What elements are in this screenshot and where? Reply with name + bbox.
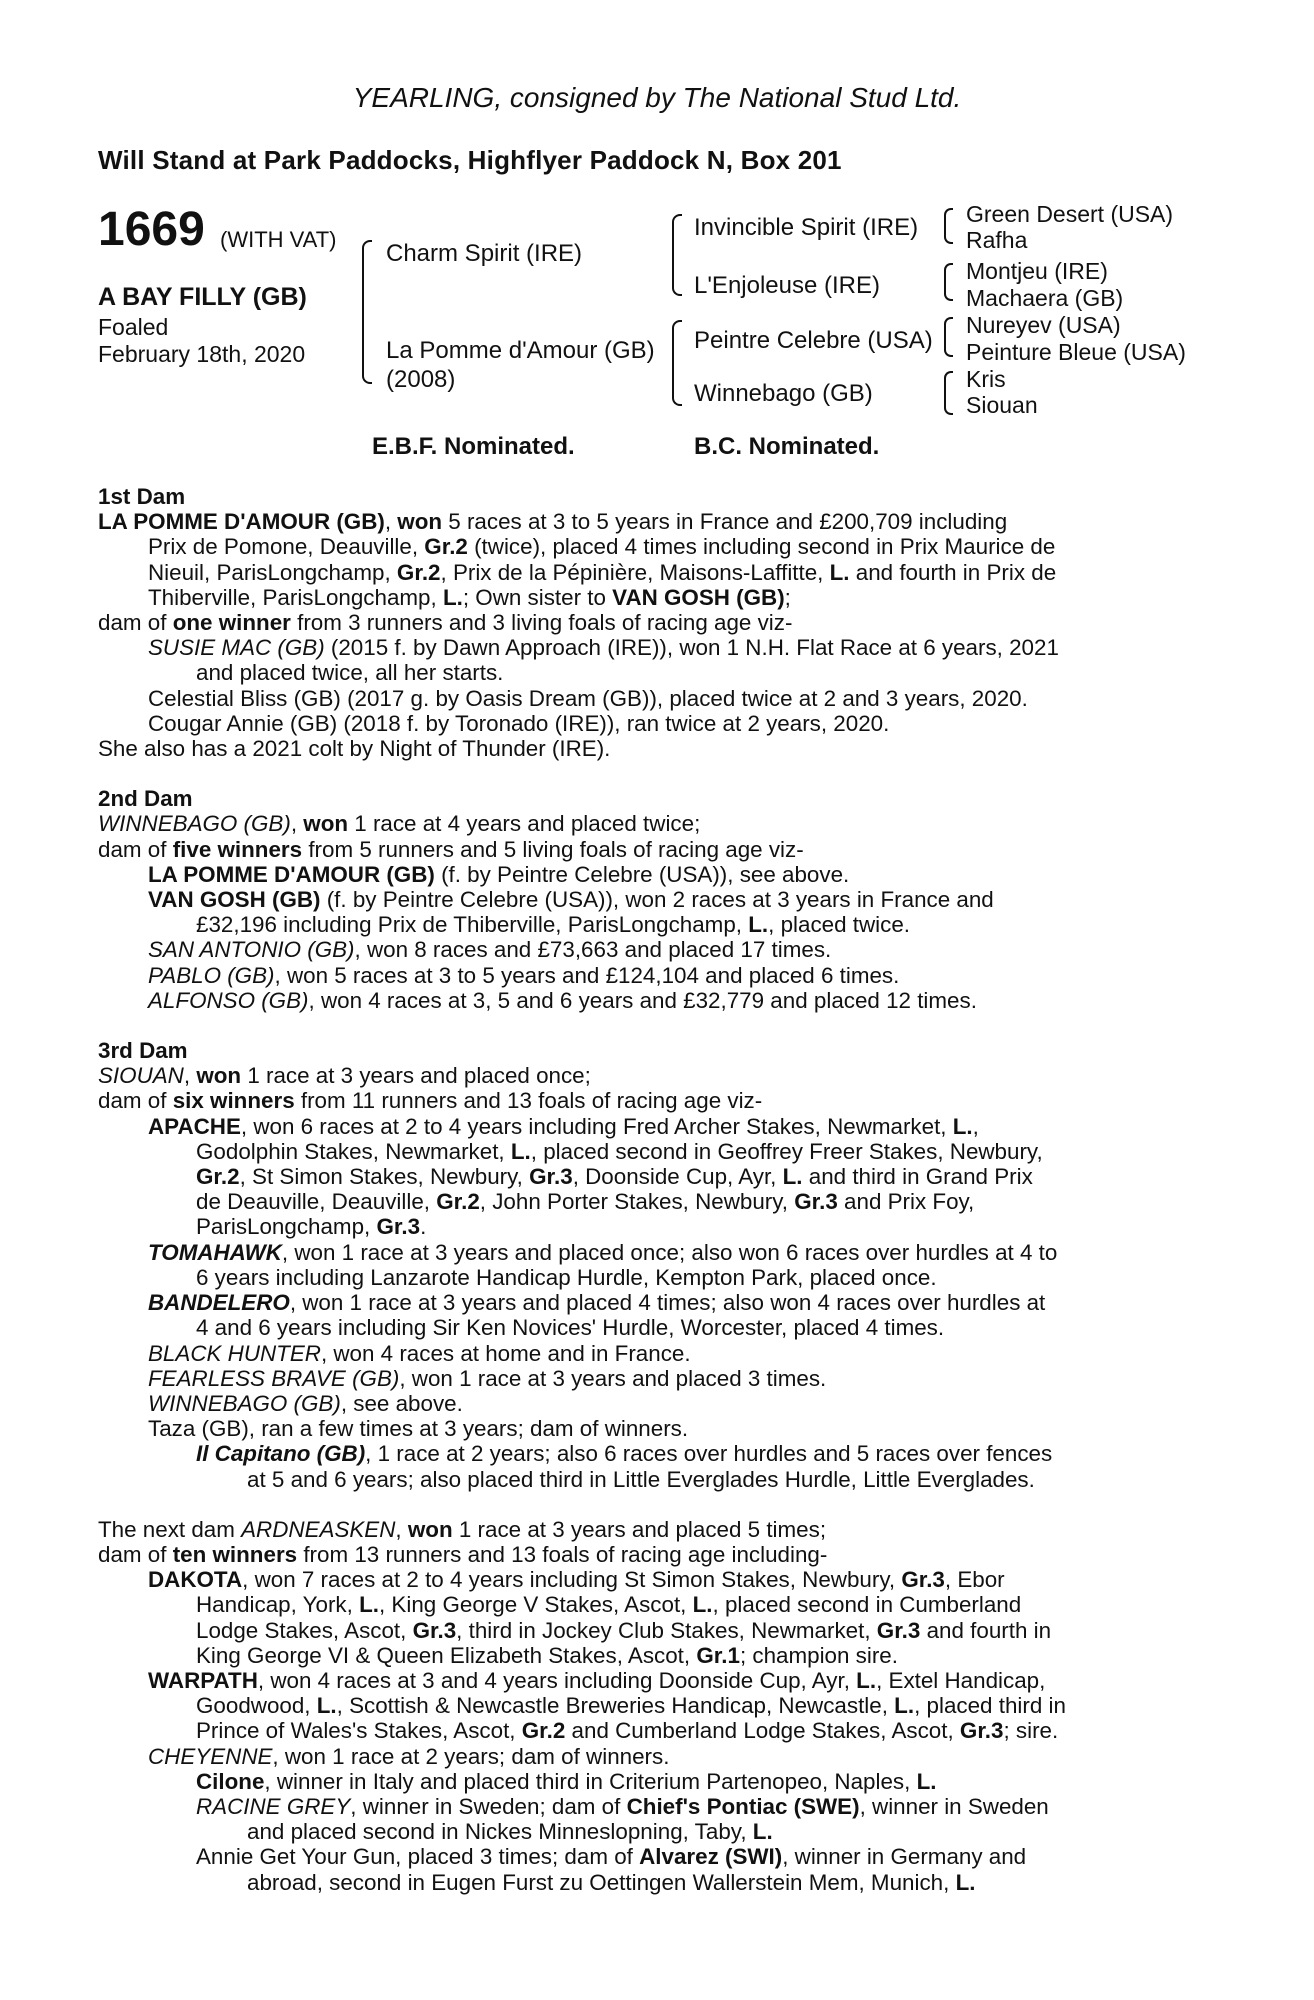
first-dam-line: Thiberville, ParisLongchamp, L.; Own sister to VAN GOSH (GB);	[148, 584, 791, 610]
third-dam-line: BANDELERO, won 1 race at 3 years and placed 4 times; also won 4 races over hurdles at	[148, 1290, 1046, 1316]
sire-sire-name: Invincible Spirit (IRE)	[694, 214, 919, 241]
granddam-2: Rafha	[966, 227, 1028, 253]
third-dam-line: Gr.2, St Simon Stakes, Newbury, Gr.3, Doonside Cup, Ayr, L. and third in Grand Prix	[196, 1164, 1033, 1190]
vat-label: (WITH VAT)	[220, 227, 337, 252]
pedigree-brace-g3	[944, 317, 953, 357]
grandsire-1: Green Desert (USA)	[966, 201, 1174, 227]
third-dam-heading: 3rd Dam	[98, 1038, 188, 1064]
granddam-4: Machaera (GB)	[966, 285, 1124, 311]
second-dam-line: dam of five winners from 5 runners and 5 living foals of racing age viz-	[98, 836, 804, 862]
third-dam-line: APACHE, won 6 races at 2 to 4 years including Fred Archer Stakes, Newmarket, L.,	[148, 1113, 979, 1139]
second-dam-line: £32,196 including Prix de Thiberville, ParisLongchamp, L., placed twice.	[196, 912, 911, 938]
second-dam-line: SAN ANTONIO (GB), won 8 races and £73,663 and placed 17 times.	[148, 937, 832, 963]
pedigree-brace-sire	[672, 214, 682, 296]
pedigree-brace-dam	[672, 320, 682, 406]
third-dam-line: 6 years including Lanzarote Handicap Hurdle, Kempton Park, placed once.	[196, 1264, 937, 1290]
third-dam-line: Godolphin Stakes, Newmarket, L., placed second in Geoffrey Freer Stakes, Newbury,	[196, 1138, 1043, 1164]
next-dam-line: Goodwood, L., Scottish & Newcastle Breweries Handicap, Newcastle, L., placed third in	[196, 1693, 1066, 1719]
pedigree-brace-g1	[944, 208, 953, 244]
next-dam-line: Prince of Wales's Stakes, Ascot, Gr.2 and Cumberland Lodge Stakes, Ascot, Gr.3; sire.	[196, 1718, 1059, 1744]
horse-description: A BAY FILLY (GB)	[98, 283, 307, 311]
first-dam-line: LA POMME D'AMOUR (GB), won 5 races at 3 to 5 years in France and £200,709 including	[98, 509, 1008, 535]
granddam-6: Peinture Bleue (USA)	[966, 339, 1186, 365]
grandsire-7: Kris	[966, 366, 1006, 392]
second-dam-line: ALFONSO (GB), won 4 races at 3, 5 and 6 years and £32,779 and placed 12 times.	[148, 987, 977, 1013]
sire-dam-name: L'Enjoleuse (IRE)	[694, 272, 880, 299]
bc-nomination: B.C. Nominated.	[694, 433, 880, 460]
dam-year: (2008)	[386, 366, 456, 393]
first-dam-line: Cougar Annie (GB) (2018 f. by Toronado (IRE)), ran twice at 2 years, 2020.	[148, 710, 890, 736]
ebf-nomination: E.B.F. Nominated.	[372, 433, 575, 460]
next-dam-line: Lodge Stakes, Ascot, Gr.3, third in Jockey Club Stakes, Newmarket, Gr.3 and fourth in	[196, 1617, 1052, 1643]
page-header: YEARLING, consigned by The National Stud Ltd.	[352, 82, 962, 113]
grandsire-5: Nureyev (USA)	[966, 312, 1121, 338]
foaled-date: February 18th, 2020	[98, 341, 306, 367]
next-dam-line: and placed second in Nickes Minneslopning, Taby, L.	[247, 1819, 773, 1845]
first-dam-heading: 1st Dam	[98, 484, 186, 509]
third-dam-line: BLACK HUNTER, won 4 races at home and in France.	[148, 1340, 691, 1366]
third-dam-line: SIOUAN, won 1 race at 3 years and placed once;	[98, 1063, 591, 1089]
third-dam-line: TOMAHAWK, won 1 race at 3 years and placed once; also won 6 races over hurdles at 4 to	[148, 1239, 1058, 1265]
next-dam-line: abroad, second in Eugen Furst zu Oettingen Wallerstein Mem, Munich, L.	[247, 1869, 976, 1895]
second-dam-line: WINNEBAGO (GB), won 1 race at 4 years and placed twice;	[98, 811, 701, 837]
first-dam-line: Celestial Bliss (GB) (2017 g. by Oasis Dream (GB)), placed twice at 2 and 3 years, 2020.	[148, 685, 1028, 711]
lot-number: 1669	[98, 203, 205, 256]
third-dam-line: at 5 and 6 years; also placed third in Little Everglades Hurdle, Little Everglades.	[247, 1466, 1035, 1492]
next-dam-line: Cilone, winner in Italy and placed third in Criterium Partenopeo, Naples, L.	[196, 1768, 937, 1794]
first-dam-line: She also has a 2021 colt by Night of Thunder (IRE).	[98, 736, 611, 762]
next-dam-line: Annie Get Your Gun, placed 3 times; dam of Alvarez (SWI), winner in Germany and	[196, 1844, 1027, 1870]
third-dam-line: de Deauville, Deauville, Gr.2, John Porter Stakes, Newbury, Gr.3 and Prix Foy,	[196, 1189, 975, 1215]
second-dam-heading: 2nd Dam	[98, 786, 193, 812]
second-dam-line: VAN GOSH (GB) (f. by Peintre Celebre (USA)), won 2 races at 3 years in France and	[148, 887, 994, 913]
third-dam-line: dam of six winners from 11 runners and 13 foals of racing age viz-	[98, 1088, 763, 1114]
next-dam-line: The next dam ARDNEASKEN, won 1 race at 3 years and placed 5 times;	[98, 1516, 827, 1542]
dam-sire-name: Peintre Celebre (USA)	[694, 327, 933, 354]
next-dam-line: WARPATH, won 4 races at 3 and 4 years including Doonside Cup, Ayr, L., Extel Handicap,	[148, 1667, 1046, 1693]
next-dam-line: dam of ten winners from 13 runners and 13 foals of racing age including-	[98, 1541, 828, 1567]
third-dam-line: ParisLongchamp, Gr.3.	[196, 1214, 427, 1240]
second-dam-line: LA POMME D'AMOUR (GB) (f. by Peintre Celebre (USA)), see above.	[148, 861, 850, 887]
first-dam-line: Prix de Pomone, Deauville, Gr.2 (twice), placed 4 times including second in Prix Maurice de	[148, 534, 1056, 560]
first-dam-line: and placed twice, all her starts.	[196, 660, 504, 686]
third-dam-line: Il Capitano (GB), 1 race at 2 years; also 6 races over hurdles and 5 races over fences	[196, 1441, 1053, 1467]
first-dam-line: dam of one winner from 3 runners and 3 living foals of racing age viz-	[98, 610, 793, 636]
stand-location: Will Stand at Park Paddocks, Highflyer Paddock N, Box 201	[98, 145, 842, 175]
pedigree-brace-main	[362, 240, 372, 384]
dam-name: La Pomme d'Amour (GB)	[386, 337, 655, 364]
third-dam-line: 4 and 6 years including Sir Ken Novices' Hurdle, Worcester, placed 4 times.	[196, 1315, 945, 1341]
next-dam-line: CHEYENNE, won 1 race at 2 years; dam of winners.	[148, 1743, 670, 1769]
next-dam-line: DAKOTA, won 7 races at 2 to 4 years including St Simon Stakes, Newbury, Gr.3, Ebor	[148, 1567, 1005, 1593]
pedigree-brace-g2	[944, 263, 953, 301]
first-dam-line: Nieuil, ParisLongchamp, Gr.2, Prix de la Pépinière, Maisons-Laffitte, L. and fourth in Prix de	[148, 559, 1057, 585]
sire-name: Charm Spirit (IRE)	[386, 240, 583, 267]
next-dam-line: Handicap, York, L., King George V Stakes, Ascot, L., placed second in Cumberland	[196, 1592, 1022, 1618]
third-dam-line: Taza (GB), ran a few times at 3 years; dam of winners.	[148, 1416, 689, 1442]
dam-dam-name: Winnebago (GB)	[694, 380, 873, 407]
next-dam-line: RACINE GREY, winner in Sweden; dam of Chief's Pontiac (SWE), winner in Sweden	[196, 1793, 1049, 1819]
granddam-8: Siouan	[966, 392, 1038, 418]
foaled-label: Foaled	[98, 314, 169, 340]
third-dam-line: WINNEBAGO (GB), see above.	[148, 1390, 463, 1416]
third-dam-line: FEARLESS BRAVE (GB), won 1 race at 3 years and placed 3 times.	[148, 1365, 827, 1391]
grandsire-3: Montjeu (IRE)	[966, 258, 1108, 284]
catalogue-body	[98, 484, 1198, 1895]
next-dam-line: King George VI & Queen Elizabeth Stakes, Ascot, Gr.1; champion sire.	[196, 1642, 898, 1668]
second-dam-line: PABLO (GB), won 5 races at 3 to 5 years and £124,104 and placed 6 times.	[148, 962, 900, 988]
pedigree-brace-g4	[944, 371, 953, 415]
first-dam-line: SUSIE MAC (GB) (2015 f. by Dawn Approach (IRE)), won 1 N.H. Flat Race at 6 years, 2021	[148, 635, 1059, 661]
